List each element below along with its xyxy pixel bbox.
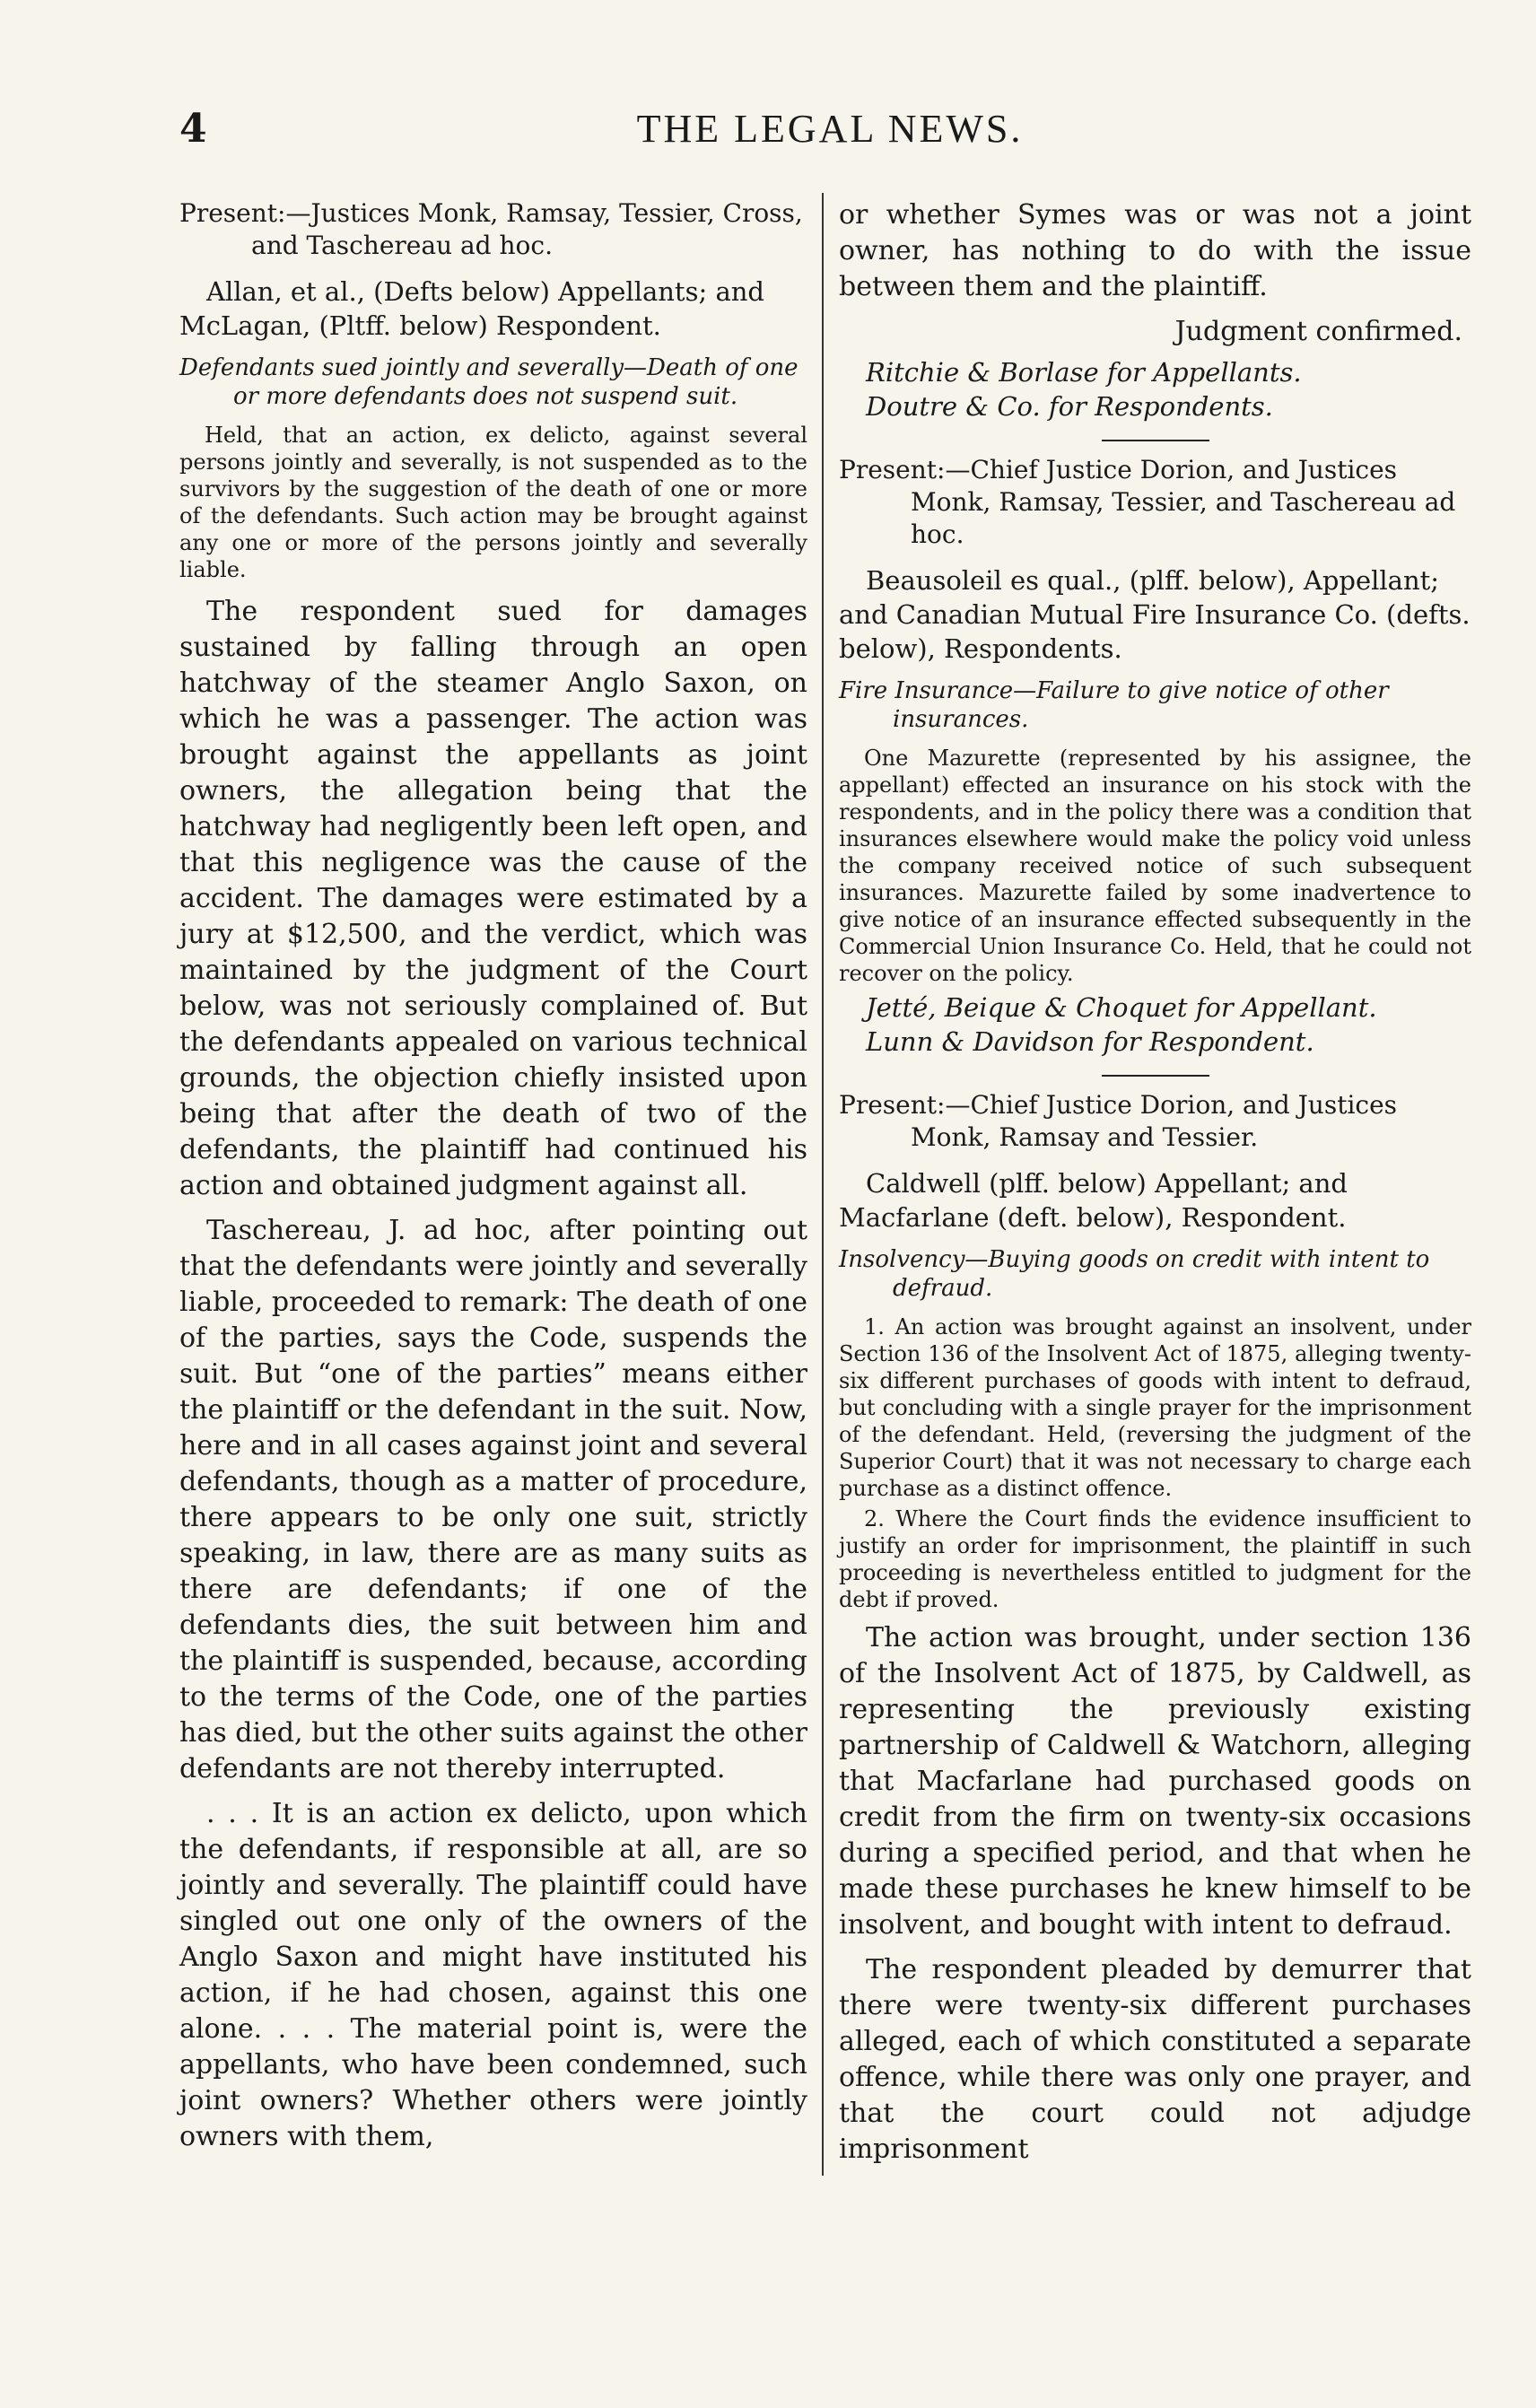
case-parties: Allan, et al., (Defts below) Appellants; and McLagan, (Pltff. below) Respondent. (179, 276, 764, 341)
case-headnote: Defendants sued jointly and severally—Death of one or more defendants does not suspend suit. (179, 354, 799, 410)
section-rule (1102, 1075, 1209, 1077)
case-summary: Held, that an action, ex delicto, against several persons jointly and severally, is not suspended as to the survivors by the suggestion of the death of one or more of the defendants. Such action may be brought against any one or more of the persons jointly and severally liable. (179, 423, 807, 582)
judgment-line: Judgment confirmed. (1174, 316, 1462, 347)
counsel-line: Lunn & Davidson for Respondent. (866, 1026, 1314, 1057)
body-paragraph: Taschereau, J. ad hoc, after pointing out that the defendants were jointly and severally liable, proceeded to remark: The death of one of the parties, says the Code, suspends the suit. But “one of the parties” means either the plaintiff or the defendant in the suit. Now, here and in all cases against joint and several defendants, though as a matter of procedure, there appears to be only one suit, strictly speaking, in law, there are as many suits as there are defendants; if one of the defendants dies, the suit between him and the plaintiff is suspended, because, according to the terms of the Code, one of the parties has died, but the other suits against the other defendants are not thereby interrupted. (179, 1215, 807, 1784)
case-summary: 2. Where the Court finds the evidence insufficient to justify an order for imprisonment, the plaintiff in such proceeding is nevertheless entitled to judgment for the debt if proved. (839, 1506, 1471, 1612)
case-summary: One Mazurette (represented by his assignee, the appellant) effected an insurance on his stock with the respondents, and in the policy there was a condition that insurances elsewhere would make the policy void unless the company received notice of such subsequent insurances. Mazurette failed by some inadvertence to give notice of an insurance effected subsequently in the Commercial Union Insurance Co. Held, that he could not recover on the policy. (839, 746, 1471, 986)
body-paragraph: or whether Symes was or was not a joint owner, has nothing to do with the issue between them and the plaintiff. (839, 199, 1471, 302)
left-column (179, 197, 807, 2164)
body-paragraph: . . . It is an action ex delicto, upon which the defendants, if responsible at all, are so jointly and severally. The plaintiff could have singled out one only of the owners of the Anglo Saxon and might have instituted his action, if he had chosen, against this one alone. . . . The material point is, were the appellants, who have been condemned, such joint owners? Whether others were jointly owners with them, (179, 1798, 807, 2152)
present-justices: Present:—Chief Justice Dorion, and Justices Monk, Ramsay and Tessier. (839, 1090, 1398, 1152)
body-paragraph: The respondent pleaded by demurrer that there were twenty-six different purchases alleged, each of which constituted a separate offence, while there was only one prayer, and that the court could not adjudge imprisonment (839, 1954, 1471, 2165)
counsel-line: Jetté, Beique & Choquet for Appellant. (866, 992, 1377, 1023)
body-paragraph: The respondent sued for damages sustained by falling through an open hatchway of the steamer Anglo Saxon, on which he was a passenger. The action was brought against the appellants as joint owners, the allegation being that the hatchway had negligently been left open, and that this negligence was the cause of the accident. The damages were estimated by a jury at $12,500, and the verdict, which was maintained by the judgment of the Court below, was not seriously complained of. But the defendants appealed on various technical grounds, the objection chiefly insisted upon being that after the death of two of the defendants, the plaintiff had continued his action and obtained judgment against all. (179, 596, 807, 1201)
present-justices: Present:—Justices Monk, Ramsay, Tessier, Cross, and Taschereau ad hoc. (179, 198, 803, 260)
case-parties: Caldwell (plff. below) Appellant; and Macfarlane (deft. below), Respondent. (839, 1168, 1348, 1233)
case-summary: 1. An action was brought against an insolvent, under Section 136 of the Insolvent Act of 1875, alleging twenty-six different purchases of goods with intent to defraud, but concluding with a single prayer for the imprisonment of the defendant. Held, (reversing the judgment of the Superior Court) that it was not necessary to charge each purchase as a distinct offence. (839, 1314, 1471, 1501)
case-headnote: Insolvency—Buying goods on credit with intent to defraud. (839, 1246, 1430, 1302)
counsel-line: Doutre & Co. for Respondents. (866, 391, 1273, 422)
case-parties: Beausoleil es qual., (plff. below), Appellant; and Canadian Mutual Fire Insurance Co. (defts. below), Respondents. (839, 565, 1471, 664)
page-number: 4 (179, 106, 207, 152)
section-rule (1102, 440, 1209, 441)
case-headnote: Fire Insurance—Failure to give notice of other insurances. (839, 677, 1389, 733)
column-divider (822, 193, 824, 2176)
right-column (839, 197, 1471, 2177)
present-justices: Present:—Chief Justice Dorion, and Justices Monk, Ramsay, Tessier, and Taschereau ad hoc. (839, 455, 1456, 549)
page-header (179, 106, 1480, 160)
body-paragraph: The action was brought, under section 136 of the Insolvent Act of 1875, by Caldwell, as representing the previously existing partnership of Caldwell & Watchorn, alleging that Macfarlane had purchased goods on credit from the firm on twenty-six occasions during a specified period, and that when he made these purchases he knew himself to be insolvent, and bought with intent to defraud. (839, 1622, 1471, 1941)
counsel-line: Ritchie & Borlase for Appellants. (866, 357, 1302, 388)
running-title: THE LEGAL NEWS. (636, 107, 1024, 151)
